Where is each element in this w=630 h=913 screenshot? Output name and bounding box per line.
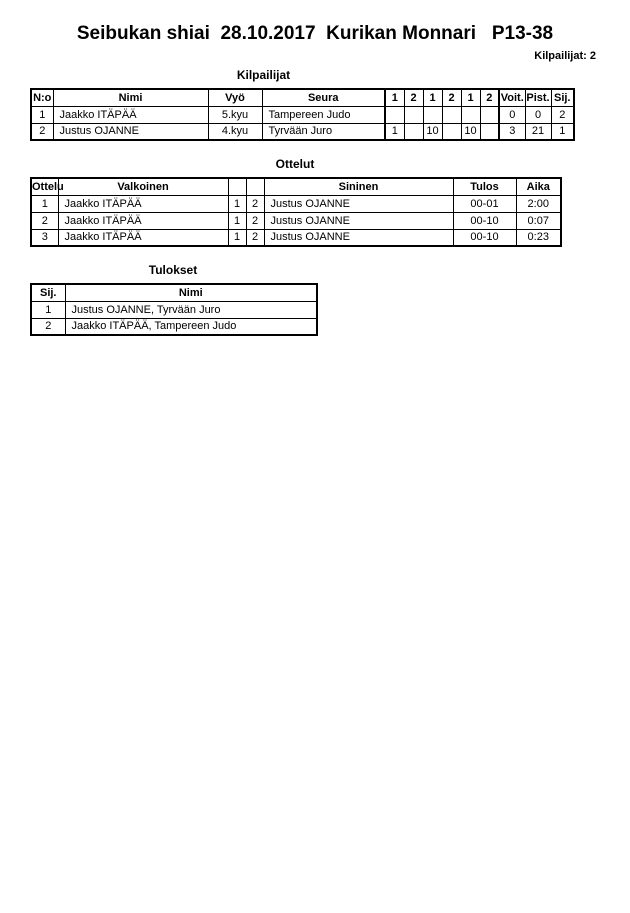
ottelut-row (31, 212, 561, 229)
ottelut-header-row (31, 178, 561, 195)
ottelut-row (31, 195, 561, 212)
tulokset-row (31, 301, 317, 318)
cell-score: 10 (461, 123, 480, 140)
cell-sininen: Justus OJANNE (264, 229, 453, 246)
cell-white-num: 1 (228, 195, 246, 212)
page-title: Seibukan shiai 28.10.2017 Kurikan Monnari P13-38 (76, 23, 554, 44)
col-header-aika: Aika (516, 178, 561, 195)
cell-score (480, 123, 499, 140)
col-header-pist: Pist. (525, 89, 551, 106)
cell-score (385, 106, 404, 123)
cell-nimi: Justus OJANNE, Tyrvään Juro (65, 301, 317, 318)
cell-score (461, 106, 480, 123)
col-header-score-1: 1 (385, 89, 404, 106)
cell-blue-num: 2 (246, 195, 264, 212)
col-header-tulos: Tulos (453, 178, 516, 195)
cell-valkoinen: Jaakko ITÄPÄÄ (58, 195, 228, 212)
cell-score (404, 123, 423, 140)
cell-voit: 3 (499, 123, 525, 140)
col-header-score-4: 2 (442, 89, 461, 106)
cell-blue-num: 2 (246, 229, 264, 246)
cell-score: 10 (423, 123, 442, 140)
col-header-white-num (228, 178, 246, 195)
cell-seura: Tampereen Judo (262, 106, 385, 123)
col-header-nimi: Nimi (65, 284, 317, 301)
col-header-ottelu: Ottelu (31, 178, 58, 195)
cell-vyo: 4.kyu (208, 123, 262, 140)
cell-white-num: 1 (228, 229, 246, 246)
kilpailijat-header-row (31, 89, 574, 106)
col-header-valkoinen: Valkoinen (58, 178, 228, 195)
cell-sij: 1 (551, 123, 574, 140)
cell-voit: 0 (499, 106, 525, 123)
kilpailijat-heading: Kilpailijat (236, 68, 291, 82)
tulokset-heading: Tulokset (148, 263, 198, 277)
col-header-score-3: 1 (423, 89, 442, 106)
cell-tulos: 00-10 (453, 212, 516, 229)
tulokset-header-row (31, 284, 317, 301)
cell-score (404, 106, 423, 123)
ottelut-table (30, 177, 562, 247)
cell-sij: 1 (31, 301, 65, 318)
cell-vyo: 5.kyu (208, 106, 262, 123)
col-header-seura: Seura (262, 89, 385, 106)
cell-valkoinen: Jaakko ITÄPÄÄ (58, 229, 228, 246)
ottelut-row (31, 229, 561, 246)
cell-tulos: 00-01 (453, 195, 516, 212)
col-header-sij: Sij. (551, 89, 574, 106)
cell-tulos: 00-10 (453, 229, 516, 246)
cell-sininen: Justus OJANNE (264, 212, 453, 229)
cell-sij: 2 (551, 106, 574, 123)
cell-score (423, 106, 442, 123)
competitors-count: Kilpailijat: 2 (534, 50, 596, 62)
kilpailijat-row (31, 123, 574, 140)
cell-score: 1 (385, 123, 404, 140)
col-header-blue-num (246, 178, 264, 195)
kilpailijat-row (31, 106, 574, 123)
tulokset-table (30, 283, 318, 336)
cell-nimi: Jaakko ITÄPÄÄ, Tampereen Judo (65, 318, 317, 335)
cell-sij: 2 (31, 318, 65, 335)
cell-pist: 21 (525, 123, 551, 140)
cell-ottelu: 3 (31, 229, 58, 246)
cell-seura: Tyrvään Juro (262, 123, 385, 140)
cell-nimi: Justus OJANNE (53, 123, 208, 140)
tulokset-row (31, 318, 317, 335)
ottelut-heading: Ottelut (275, 157, 315, 171)
col-header-nimi: Nimi (53, 89, 208, 106)
cell-score (442, 106, 461, 123)
cell-no: 2 (31, 123, 53, 140)
cell-blue-num: 2 (246, 212, 264, 229)
cell-aika: 2:00 (516, 195, 561, 212)
cell-sininen: Justus OJANNE (264, 195, 453, 212)
col-header-voit: Voit. (499, 89, 525, 106)
col-header-sij: Sij. (31, 284, 65, 301)
cell-valkoinen: Jaakko ITÄPÄÄ (58, 212, 228, 229)
cell-nimi: Jaakko ITÄPÄÄ (53, 106, 208, 123)
cell-pist: 0 (525, 106, 551, 123)
col-header-vyo: Vyö (208, 89, 262, 106)
cell-score (442, 123, 461, 140)
col-header-score-6: 2 (480, 89, 499, 106)
col-header-score-2: 2 (404, 89, 423, 106)
cell-aika: 0:23 (516, 229, 561, 246)
cell-white-num: 1 (228, 212, 246, 229)
cell-aika: 0:07 (516, 212, 561, 229)
col-header-score-5: 1 (461, 89, 480, 106)
cell-ottelu: 1 (31, 195, 58, 212)
kilpailijat-table (30, 88, 575, 141)
cell-score (480, 106, 499, 123)
cell-no: 1 (31, 106, 53, 123)
cell-ottelu: 2 (31, 212, 58, 229)
col-header-no: N:o (31, 89, 53, 106)
col-header-sininen: Sininen (264, 178, 453, 195)
